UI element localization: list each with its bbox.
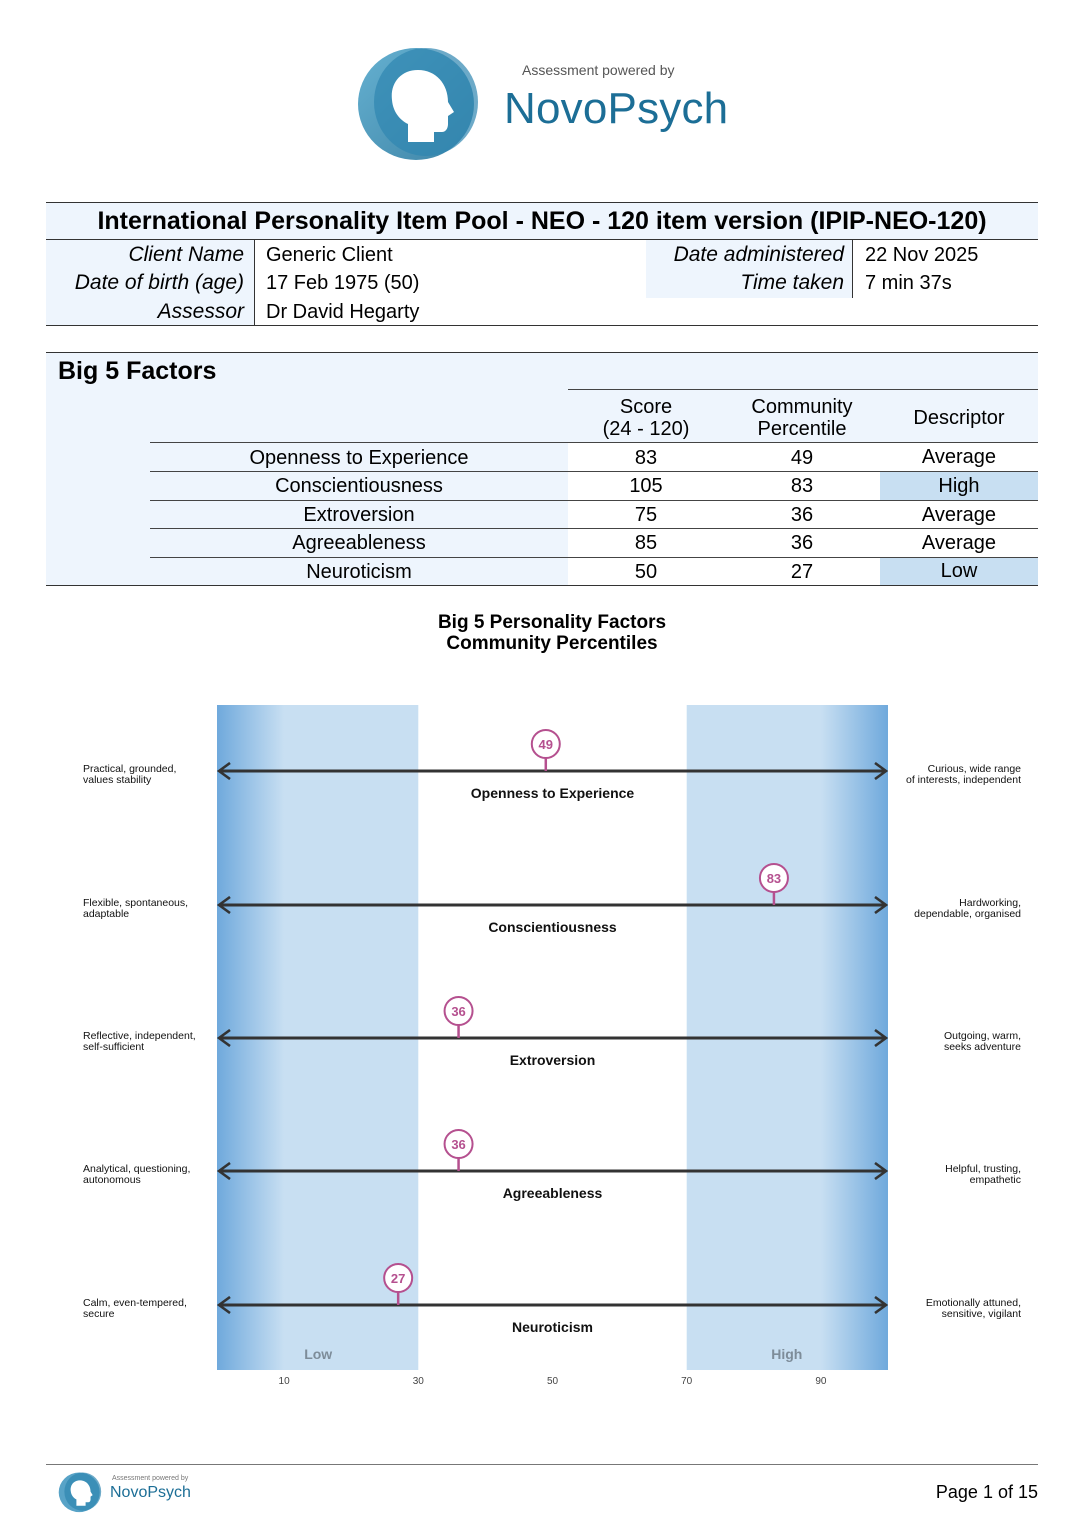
left-pole-description: adaptable <box>83 908 130 920</box>
right-pole-description: Hardworking, <box>959 897 1021 909</box>
chart-title-line1: Big 5 Personality Factors <box>437 612 667 633</box>
right-pole-description: Helpful, trusting, <box>945 1163 1021 1175</box>
left-pole-description: Flexible, spontaneous, <box>83 897 189 909</box>
descriptor-value-highlighted: High <box>880 472 1038 500</box>
percentile-header-line2: Percentile <box>757 418 847 440</box>
date-administered-label: Date administered <box>673 243 844 266</box>
brand-name: NovoPsych <box>504 84 729 133</box>
percentile-marker-label: 36 <box>451 1137 466 1152</box>
left-pole-description: Reflective, independent, <box>83 1030 196 1042</box>
footer-divider <box>46 1464 1038 1465</box>
right-pole-description: Outgoing, warm, <box>943 1030 1021 1042</box>
factor-label: Extroversion <box>509 1052 596 1068</box>
chart-title-line2: Community Percentiles <box>446 633 658 654</box>
left-pole-description: Practical, grounded, <box>83 763 177 775</box>
percentile-marker-label: 36 <box>451 1004 466 1019</box>
score-header-line1: Score <box>619 396 673 418</box>
factor-label: Conscientiousness <box>488 919 617 935</box>
client-name-value: Generic Client <box>266 244 393 266</box>
dob-value: 17 Feb 1975 (50) <box>266 272 420 294</box>
descriptor-value: Average <box>921 446 997 468</box>
left-pole-description: Analytical, questioning, <box>83 1163 191 1175</box>
percentile-marker-label: 27 <box>390 1271 406 1286</box>
powered-by-text: Assessment powered by <box>522 62 675 78</box>
percentile-header-line1: Community <box>751 396 853 418</box>
x-tick-label: 10 <box>278 1376 290 1387</box>
percentile-marker-label: 49 <box>538 737 554 752</box>
percentile-value: 36 <box>790 532 814 554</box>
footer-powered-by: Assessment powered by <box>112 1475 189 1482</box>
score-value: 75 <box>634 504 658 526</box>
footer-brand: NovoPsych <box>110 1484 191 1501</box>
percentile-value: 36 <box>790 504 814 526</box>
x-tick-label: 90 <box>815 1376 827 1387</box>
time-taken-label: Time taken <box>740 271 844 294</box>
right-pole-description: seeks adventure <box>943 1041 1021 1053</box>
descriptor-value-highlighted: Low <box>880 558 1038 585</box>
left-pole-description: Calm, even-tempered, <box>83 1297 187 1309</box>
right-pole-description: Curious, wide range <box>927 763 1021 775</box>
percentile-value: 49 <box>790 447 814 469</box>
factor-label: Openness to Experience <box>470 785 635 801</box>
right-pole-description: Emotionally attuned, <box>925 1297 1021 1309</box>
factor-name: Agreeableness <box>292 532 426 554</box>
right-pole-description: empathetic <box>969 1174 1021 1186</box>
score-header-line2: (24 - 120) <box>602 418 690 440</box>
right-pole-description: sensitive, vigilant <box>941 1308 1021 1320</box>
high-band-label: High <box>771 1346 803 1362</box>
percentile-marker-label: 83 <box>766 871 782 886</box>
factor-name: Conscientiousness <box>275 475 443 497</box>
dob-label: Date of birth (age) <box>74 271 244 294</box>
left-pole-description: self-sufficient <box>83 1041 145 1053</box>
x-tick-label: 30 <box>412 1376 424 1387</box>
date-administered-value: 22 Nov 2025 <box>865 244 979 266</box>
score-value: 85 <box>634 532 658 554</box>
page-number: Page 1 of 15 <box>935 1482 1038 1502</box>
assessment-title: International Personality Item Pool - NEO - 120 item version (IPIP-NEO-120) <box>46 203 1038 240</box>
x-tick-label: 50 <box>546 1376 559 1387</box>
left-pole-description: autonomous <box>83 1174 141 1186</box>
descriptor-value: Average <box>921 532 997 554</box>
chart-x-ticks <box>279 1376 827 1387</box>
client-name-label: Client Name <box>128 243 244 266</box>
low-band-label: Low <box>304 1346 333 1362</box>
left-pole-description: values stability <box>83 774 152 786</box>
assessor-label: Assessor <box>157 300 244 323</box>
factor-name: Neuroticism <box>306 561 412 583</box>
left-pole-description: secure <box>83 1308 115 1320</box>
score-value: 50 <box>634 561 658 583</box>
percentile-value: 83 <box>790 475 814 497</box>
factor-label: Neuroticism <box>512 1319 593 1335</box>
factor-name: Extroversion <box>303 504 415 526</box>
percentile-value: 27 <box>790 561 814 583</box>
assessor-value: Dr David Hegarty <box>266 301 420 323</box>
descriptor-header: Descriptor <box>913 407 1005 429</box>
descriptor-value: Average <box>921 504 997 526</box>
head-profile-logo-icon <box>58 1470 104 1514</box>
time-taken-value: 7 min 37s <box>865 272 952 294</box>
score-value: 83 <box>634 447 658 469</box>
score-value: 105 <box>629 475 663 497</box>
big5-heading: Big 5 Factors <box>58 357 217 385</box>
factor-name: Openness to Experience <box>249 447 469 469</box>
factor-label: Agreeableness <box>502 1185 603 1201</box>
right-pole-description: of interests, independent <box>906 774 1021 786</box>
right-pole-description: dependable, organised <box>914 908 1021 920</box>
x-tick-label: 70 <box>681 1376 693 1387</box>
